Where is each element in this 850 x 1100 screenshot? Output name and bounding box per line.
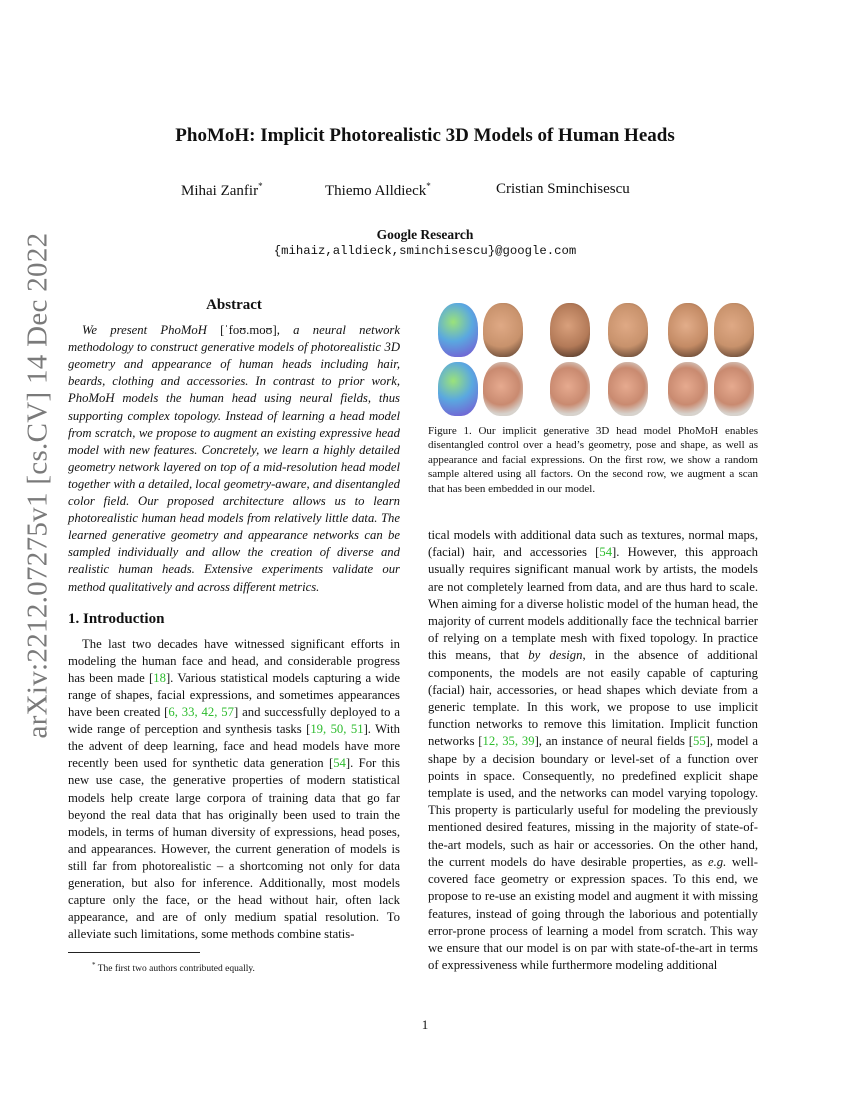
head-render [483,362,523,416]
text-run: ], model a shape by a decision boundary or level-set of a function over points in space. Consequently, no predefined explicit shape template is used, and the networks can model varying topology. This property is particularly useful for modeling the previously mentioned desired features, missing in the majority of state-of-the-art models, such as hair or accessories. On the other hand, the current models do have desirable properties, as [428,734,759,869]
affiliation: Google Research [376,227,474,242]
text-run: The last two decades have witnessed significant efforts in modeling the human face and head, and considerable progress has been made [ [68,636,400,685]
emphasis: by design [528,648,583,663]
citation-link[interactable]: 55 [692,734,706,749]
introduction-continued [428,527,758,974]
normal-map-head [438,362,478,416]
abstract-heading: Abstract [206,297,262,313]
text-run: ]. However, this approach usually requires significant manual work by artists, the models are not completely learned from data, and are thus hard to scale. When aiming for a diverse holistic model of the human head, the majority of current models additionally face the technical barrier of relying on a template mesh with fixed topology. In practice this means, that [428,545,758,663]
head-render [550,303,590,357]
author-name: Thiemo Alldieck [325,183,427,199]
head-render [550,362,590,416]
head-render [668,303,708,357]
footnote [68,957,400,978]
citation-link[interactable]: 6, 33, 42, 57 [168,705,234,720]
right-column [428,302,758,974]
author-emails: {mihaiz,alldieck,sminchisescu}@google.com [273,244,577,258]
text-run: , in the absence of additional components, the models are not easily capable of capturing (facial) hair, accessories, or head shapes which deviate from a generic template. In this work, we propose to use implicit function networks to remove this limitation. Implicit function networks [ [428,648,759,749]
author-mark: * [426,181,431,191]
pronunciation: [ˈfoʊ.moʊ] [220,323,277,338]
emphasis: e.g. [707,854,727,869]
left-column [68,297,400,979]
head-render [714,303,754,357]
section-heading-introduction: 1. Introduction [68,610,165,627]
citation-link[interactable]: 19, 50, 51 [310,722,364,737]
citation-link[interactable]: 54 [333,756,346,771]
author-3 [496,181,630,198]
arxiv-identifier-text: arXiv:2212.07275v1 [cs.CV] 14 Dec 2022 [21,232,54,738]
figure-1-head-renders [428,302,758,420]
introduction-paragraph [68,636,400,944]
head-render [608,303,648,357]
head-render [483,303,523,357]
text-run: ]. With the advent of deep learning, face and head models have more recently been used for synthetic data generation [ [68,722,401,771]
arxiv-identifier [18,232,58,738]
author-mark: * [258,181,263,191]
footnote-text: The first two authors contributed equally. [97,964,255,975]
citation-link[interactable]: 12, 35, 39 [482,734,535,749]
text-run: ], an instance of neural fields [ [534,734,693,749]
author-1 [181,181,263,200]
author-name: Mihai Zanfir [181,183,259,199]
footnote-mark: * [92,961,96,970]
author-2 [325,181,431,200]
head-render [608,362,648,416]
figure-1-caption: Figure 1. Our implicit generative 3D head model PhoMoH enables disentangled control over a head’s geometry, pose and shape, as well as appearance and facial expressions. On the first row, we show a random sample altered using all factors. On the second row, we augment a scan that has been embedded in our model. [428,425,758,495]
abstract-part: , a neural network methodology to construct generative models of photorealistic 3D geometry and appearance of human heads including hair, beards, clothing and accessories. In contrast to prior work, PhoMoH models the human head using neural fields, thus supporting complex topology. Instead of learning a head model from scratch, we propose to augment an existing expressive head model with new features. Concretely, we learn a highly detailed geometry network layered on top of a mid-resolution head model together with a detailed, local geometry-aware, and disentangled color field. Our proposed architecture allows us to learn photorealistic human head models from relatively little data. The learned generative geometry and appearance networks can be sampled individually and allow the creation of diverse and realistic human heads. Extensive experiments validate our method qualitatively and across different metrics. [68,323,400,594]
citation-link[interactable]: 18 [153,670,166,685]
author-name: Cristian Sminchisescu [496,181,630,197]
page-number: 1 [421,1017,429,1032]
head-render [714,362,754,416]
paper-title: PhoMoH: Implicit Photorealistic 3D Models of Human Heads [175,125,675,146]
head-render [668,362,708,416]
citation-link[interactable]: 54 [599,545,613,560]
text-run: ]. For this new use case, the generative properties of modern statistical models help create large corpora of training data that go far beyond the real data that has originally been used to train the models, in terms of human diversity of expressions, head poses, and appearances. However, the current generation of models is still far from photorealistic – a shortcoming not only for data generation, but also for inference. Additionally, most models capture only the face, or the head without hair, often lack appearance, and are of only medium spatial resolution. To alleviate such limitations, some methods combine statis- [68,756,400,942]
text-run: well-covered face geometry or expression spaces. To this end, we propose to re-use an existing model and augment it with missing features, instead of going through the laborious and potentially error-prone process of learning a model from scratch. This way we ensure that our model is on par with state-of-the-art in terms of expressiveness while furthermore modeling additional [428,854,758,973]
text-run: ] and successfully deployed to a wide range of perception and synthesis tasks [ [68,705,400,737]
text-run: ]. Various statistical models capturing a wide range of shapes, facial expressions, and sometimes appearances have been created [ [68,670,400,720]
normal-map-head [438,303,478,357]
footnote-divider [68,952,200,953]
abstract-text [68,322,400,596]
abstract-part: We present PhoMoH [82,323,221,338]
text-run: tical models with additional data such as textures, normal maps, (facial) hair, and accessories [ [428,528,758,560]
author-list [0,181,850,203]
